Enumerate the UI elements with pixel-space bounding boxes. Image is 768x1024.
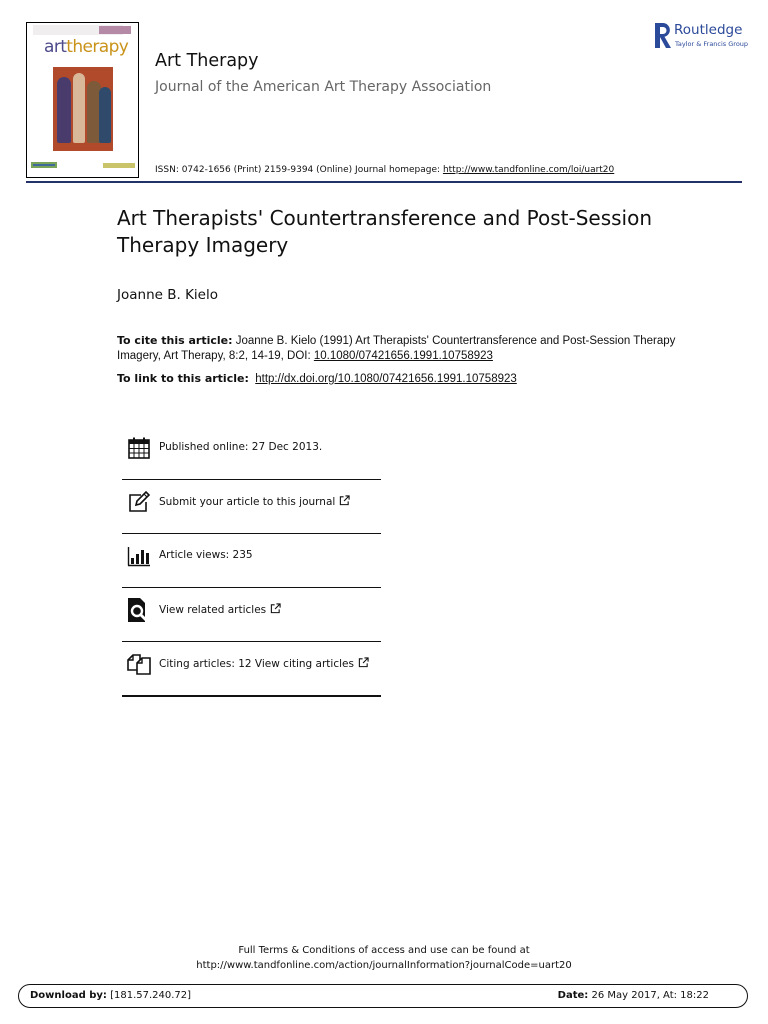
submit-article-label[interactable] [159, 495, 350, 508]
article-doi-link[interactable]: http://dx.doi.org/10.1080/07421656.1991.10758923 [255, 373, 517, 385]
journal-cover-image [26, 22, 139, 178]
terms-notice [0, 943, 768, 973]
article-link-line [117, 372, 517, 385]
cover-logo [44, 37, 128, 57]
download-by [30, 990, 191, 1001]
citation-block [117, 333, 677, 364]
citing-articles-text: Citing articles: 12 View citing articles [159, 658, 354, 670]
citing-articles-label[interactable] [159, 657, 369, 670]
journal-title[interactable]: Art Therapy [155, 51, 259, 71]
related-articles-item[interactable] [122, 588, 381, 642]
download-date [558, 990, 709, 1001]
article-views-item [122, 534, 381, 588]
cover-figure [99, 87, 111, 143]
download-info-bar [18, 984, 748, 1008]
journal-subtitle: Journal of the American Art Therapy Association [155, 79, 492, 95]
citation-text: Joanne B. Kielo (1991) Art Therapists' Countertransference and Post-Session Therapy Imagery, Art Therapy, 8:2, 14-19, DOI: [117, 335, 676, 362]
citation-doi-link[interactable]: 10.1080/07421656.1991.10758923 [313, 350, 493, 362]
submit-article-text: Submit your article to this journal [159, 496, 336, 508]
publisher-tagline: Taylor & Francis Group [675, 40, 749, 48]
cover-logo-part1: art [44, 37, 67, 57]
citing-articles-item[interactable] [122, 642, 381, 697]
header-divider [26, 181, 742, 183]
cover-association-logo [31, 159, 57, 171]
external-link-icon [358, 657, 369, 668]
related-articles-label[interactable] [159, 603, 281, 616]
cover-logo-part2: therapy [66, 37, 129, 57]
submit-article-item[interactable] [122, 480, 381, 534]
related-articles-text: View related articles [159, 604, 267, 616]
cover-figure [57, 77, 71, 143]
cover-bottom-bar [103, 163, 135, 168]
article-title: Art Therapists' Countertransference and Post-Session Therapy Imagery [117, 206, 653, 257]
publisher-logo[interactable] [654, 22, 749, 50]
article-views-label: Article views: 235 [159, 549, 253, 561]
journal-homepage-link[interactable]: http://www.tandfonline.com/loi/uart20 [442, 165, 615, 175]
publisher-name: Routledge [674, 22, 743, 38]
external-link-icon [270, 603, 281, 614]
cover-top-accent [99, 26, 131, 34]
article-link-label: To link to this article: [117, 372, 249, 385]
issn-text: ISSN: 0742-1656 (Print) 2159-9394 (Online) Journal homepage: [155, 165, 441, 175]
article-info-list [122, 426, 381, 697]
bar-chart-icon [127, 544, 151, 568]
edit-icon [127, 490, 151, 514]
citing-icon [127, 652, 151, 676]
cover-figure [73, 73, 85, 143]
calendar-icon [127, 436, 151, 460]
routledge-r-icon [654, 22, 672, 49]
terms-link[interactable]: http://www.tandfonline.com/action/journalInformation?journalCode=uart20 [196, 960, 572, 971]
external-link-icon [339, 495, 350, 506]
search-document-icon [127, 598, 151, 622]
download-by-label: Download by: [30, 990, 107, 1001]
cover-artwork [53, 67, 113, 151]
citation-label: To cite this article: [117, 334, 233, 347]
terms-line-1: Full Terms & Conditions of access and use can be found at [238, 945, 530, 956]
download-by-value: [181.57.240.72] [110, 990, 192, 1001]
published-online-item [122, 426, 381, 480]
published-online-label: Published online: 27 Dec 2013. [159, 441, 323, 453]
article-author: Joanne B. Kielo [117, 287, 218, 303]
download-date-value: 26 May 2017, At: 18:22 [591, 990, 709, 1001]
download-date-label: Date: [557, 990, 589, 1001]
issn-line [155, 165, 614, 175]
